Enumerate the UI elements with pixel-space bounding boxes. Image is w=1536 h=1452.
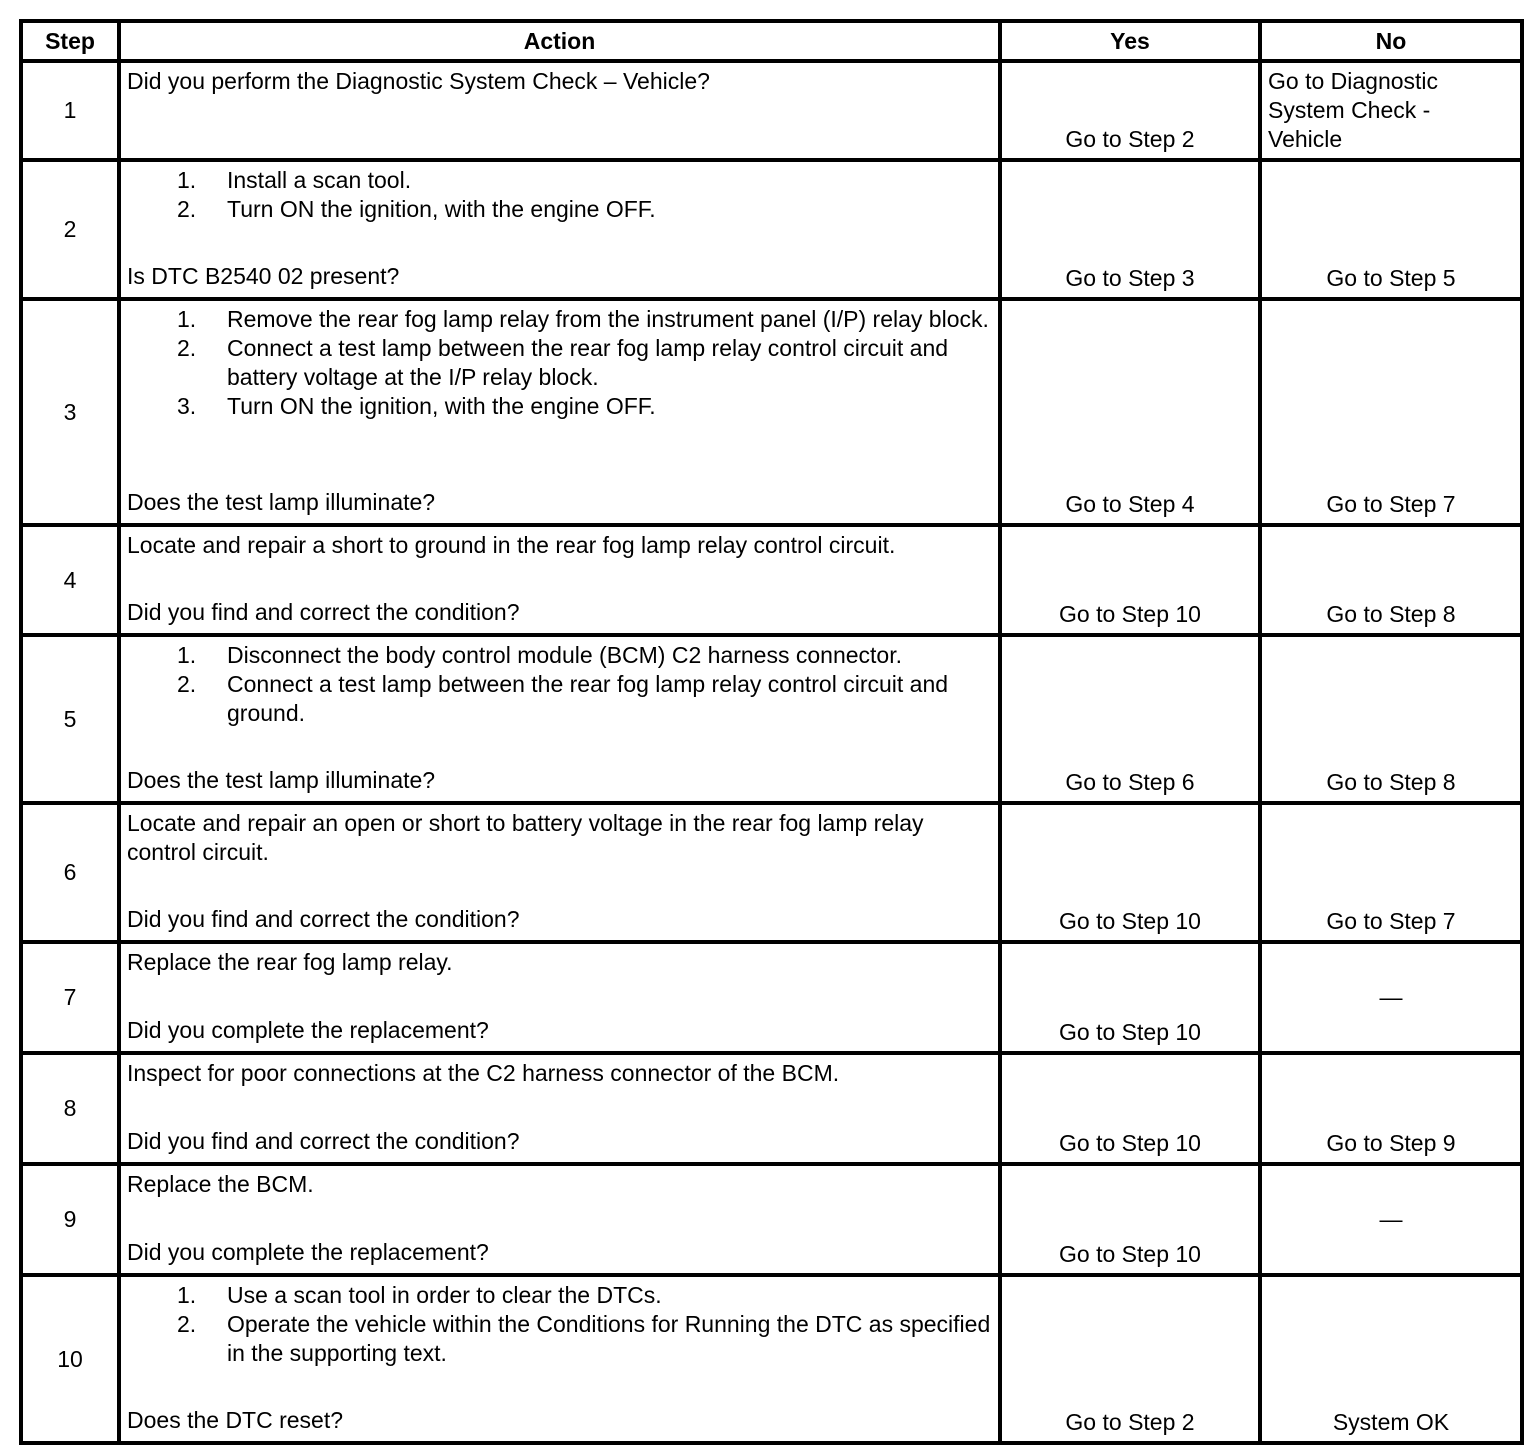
list-item: 2. Connect a test lamp between the rear fog lamp relay control circuit and ground. <box>177 671 949 726</box>
yes-result: Go to Step 6 <box>1000 635 1260 803</box>
table-row <box>21 525 1522 635</box>
table-row <box>21 1164 1522 1275</box>
step-number: 1 <box>21 61 119 160</box>
table-row <box>21 1275 1522 1443</box>
list-item: 1. Remove the rear fog lamp relay from the instrument panel (I/P) relay block. <box>177 306 989 332</box>
list-item: 2. Operate the vehicle within the Conditions for Running the DTC as specified in the supporting text. <box>177 1311 991 1366</box>
list-item: 1. Disconnect the body control module (BCM) C2 harness connector. <box>177 642 902 668</box>
table-row <box>21 299 1522 525</box>
table-row <box>21 1053 1522 1164</box>
no-result: Go to Step 5 <box>1260 160 1522 299</box>
action-question: Did you find and correct the condition? <box>127 599 520 625</box>
table-row <box>21 160 1522 299</box>
header-no: No <box>1260 21 1522 61</box>
list-item: 3. Turn ON the ignition, with the engine OFF. <box>177 393 656 419</box>
step-number: 8 <box>21 1053 119 1164</box>
action-cell <box>119 803 1000 942</box>
yes-result: Go to Step 10 <box>1000 1053 1260 1164</box>
action-cell <box>119 942 1000 1053</box>
no-result: System OK <box>1260 1275 1522 1443</box>
yes-result: Go to Step 2 <box>1000 61 1260 160</box>
step-number: 10 <box>21 1275 119 1443</box>
action-question: Did you find and correct the condition? <box>127 1128 520 1154</box>
action-cell <box>119 1275 1000 1443</box>
list-item: 2. Connect a test lamp between the rear fog lamp relay control circuit and battery voltage at the I/P relay block. <box>177 335 949 390</box>
header-action: Action <box>119 21 1000 61</box>
action-description: Locate and repair a short to ground in the rear fog lamp relay control circuit. <box>127 532 896 558</box>
action-cell <box>119 1164 1000 1275</box>
yes-result: Go to Step 10 <box>1000 1164 1260 1275</box>
header-yes: Yes <box>1000 21 1260 61</box>
action-description: Replace the rear fog lamp relay. <box>127 949 453 975</box>
table-row <box>21 803 1522 942</box>
action-cell <box>119 160 1000 299</box>
yes-result: Go to Step 10 <box>1000 942 1260 1053</box>
no-result: — <box>1260 942 1522 1053</box>
no-result: Go to Diagnostic System Check - Vehicle <box>1260 61 1522 160</box>
step-number: 9 <box>21 1164 119 1275</box>
table-row <box>21 942 1522 1053</box>
action-steps-list <box>127 166 992 224</box>
action-description: Inspect for poor connections at the C2 harness connector of the BCM. <box>127 1060 840 1086</box>
table-row <box>21 61 1522 160</box>
action-question: Did you find and correct the condition? <box>127 906 520 932</box>
action-question: Does the test lamp illuminate? <box>127 767 436 793</box>
diagnostic-table <box>19 19 1524 1445</box>
header-step: Step <box>21 21 119 61</box>
table-header-row <box>21 21 1522 61</box>
action-cell <box>119 1053 1000 1164</box>
no-result: Go to Step 7 <box>1260 803 1522 942</box>
action-question: Did you complete the replacement? <box>127 1239 489 1265</box>
action-steps-list <box>127 305 992 421</box>
diagnostic-table-wrapper <box>19 19 1520 1445</box>
step-number: 3 <box>21 299 119 525</box>
action-steps-list <box>127 1281 992 1368</box>
no-result: Go to Step 9 <box>1260 1053 1522 1164</box>
no-result: Go to Step 7 <box>1260 299 1522 525</box>
action-cell <box>119 61 1000 160</box>
list-item: 1. Install a scan tool. <box>177 167 412 193</box>
no-result: — <box>1260 1164 1522 1275</box>
action-cell <box>119 635 1000 803</box>
action-description: Locate and repair an open or short to battery voltage in the rear fog lamp relay control circuit. <box>127 810 924 865</box>
table-row <box>21 635 1522 803</box>
action-question: Did you complete the replacement? <box>127 1017 489 1043</box>
yes-result: Go to Step 10 <box>1000 525 1260 635</box>
no-result: Go to Step 8 <box>1260 635 1522 803</box>
yes-result: Go to Step 2 <box>1000 1275 1260 1443</box>
list-item: 1. Use a scan tool in order to clear the DTCs. <box>177 1282 662 1308</box>
action-description: Did you perform the Diagnostic System Check – Vehicle? <box>127 68 710 94</box>
list-item: 2. Turn ON the ignition, with the engine OFF. <box>177 196 656 222</box>
action-steps-list <box>127 641 992 728</box>
step-number: 6 <box>21 803 119 942</box>
step-number: 5 <box>21 635 119 803</box>
step-number: 4 <box>21 525 119 635</box>
yes-result: Go to Step 4 <box>1000 299 1260 525</box>
action-description: Replace the BCM. <box>127 1171 314 1197</box>
action-question: Is DTC B2540 02 present? <box>127 263 400 289</box>
no-result: Go to Step 8 <box>1260 525 1522 635</box>
action-cell <box>119 299 1000 525</box>
action-question: Does the test lamp illuminate? <box>127 489 436 515</box>
yes-result: Go to Step 3 <box>1000 160 1260 299</box>
action-cell <box>119 525 1000 635</box>
step-number: 7 <box>21 942 119 1053</box>
action-question: Does the DTC reset? <box>127 1407 344 1433</box>
step-number: 2 <box>21 160 119 299</box>
yes-result: Go to Step 10 <box>1000 803 1260 942</box>
